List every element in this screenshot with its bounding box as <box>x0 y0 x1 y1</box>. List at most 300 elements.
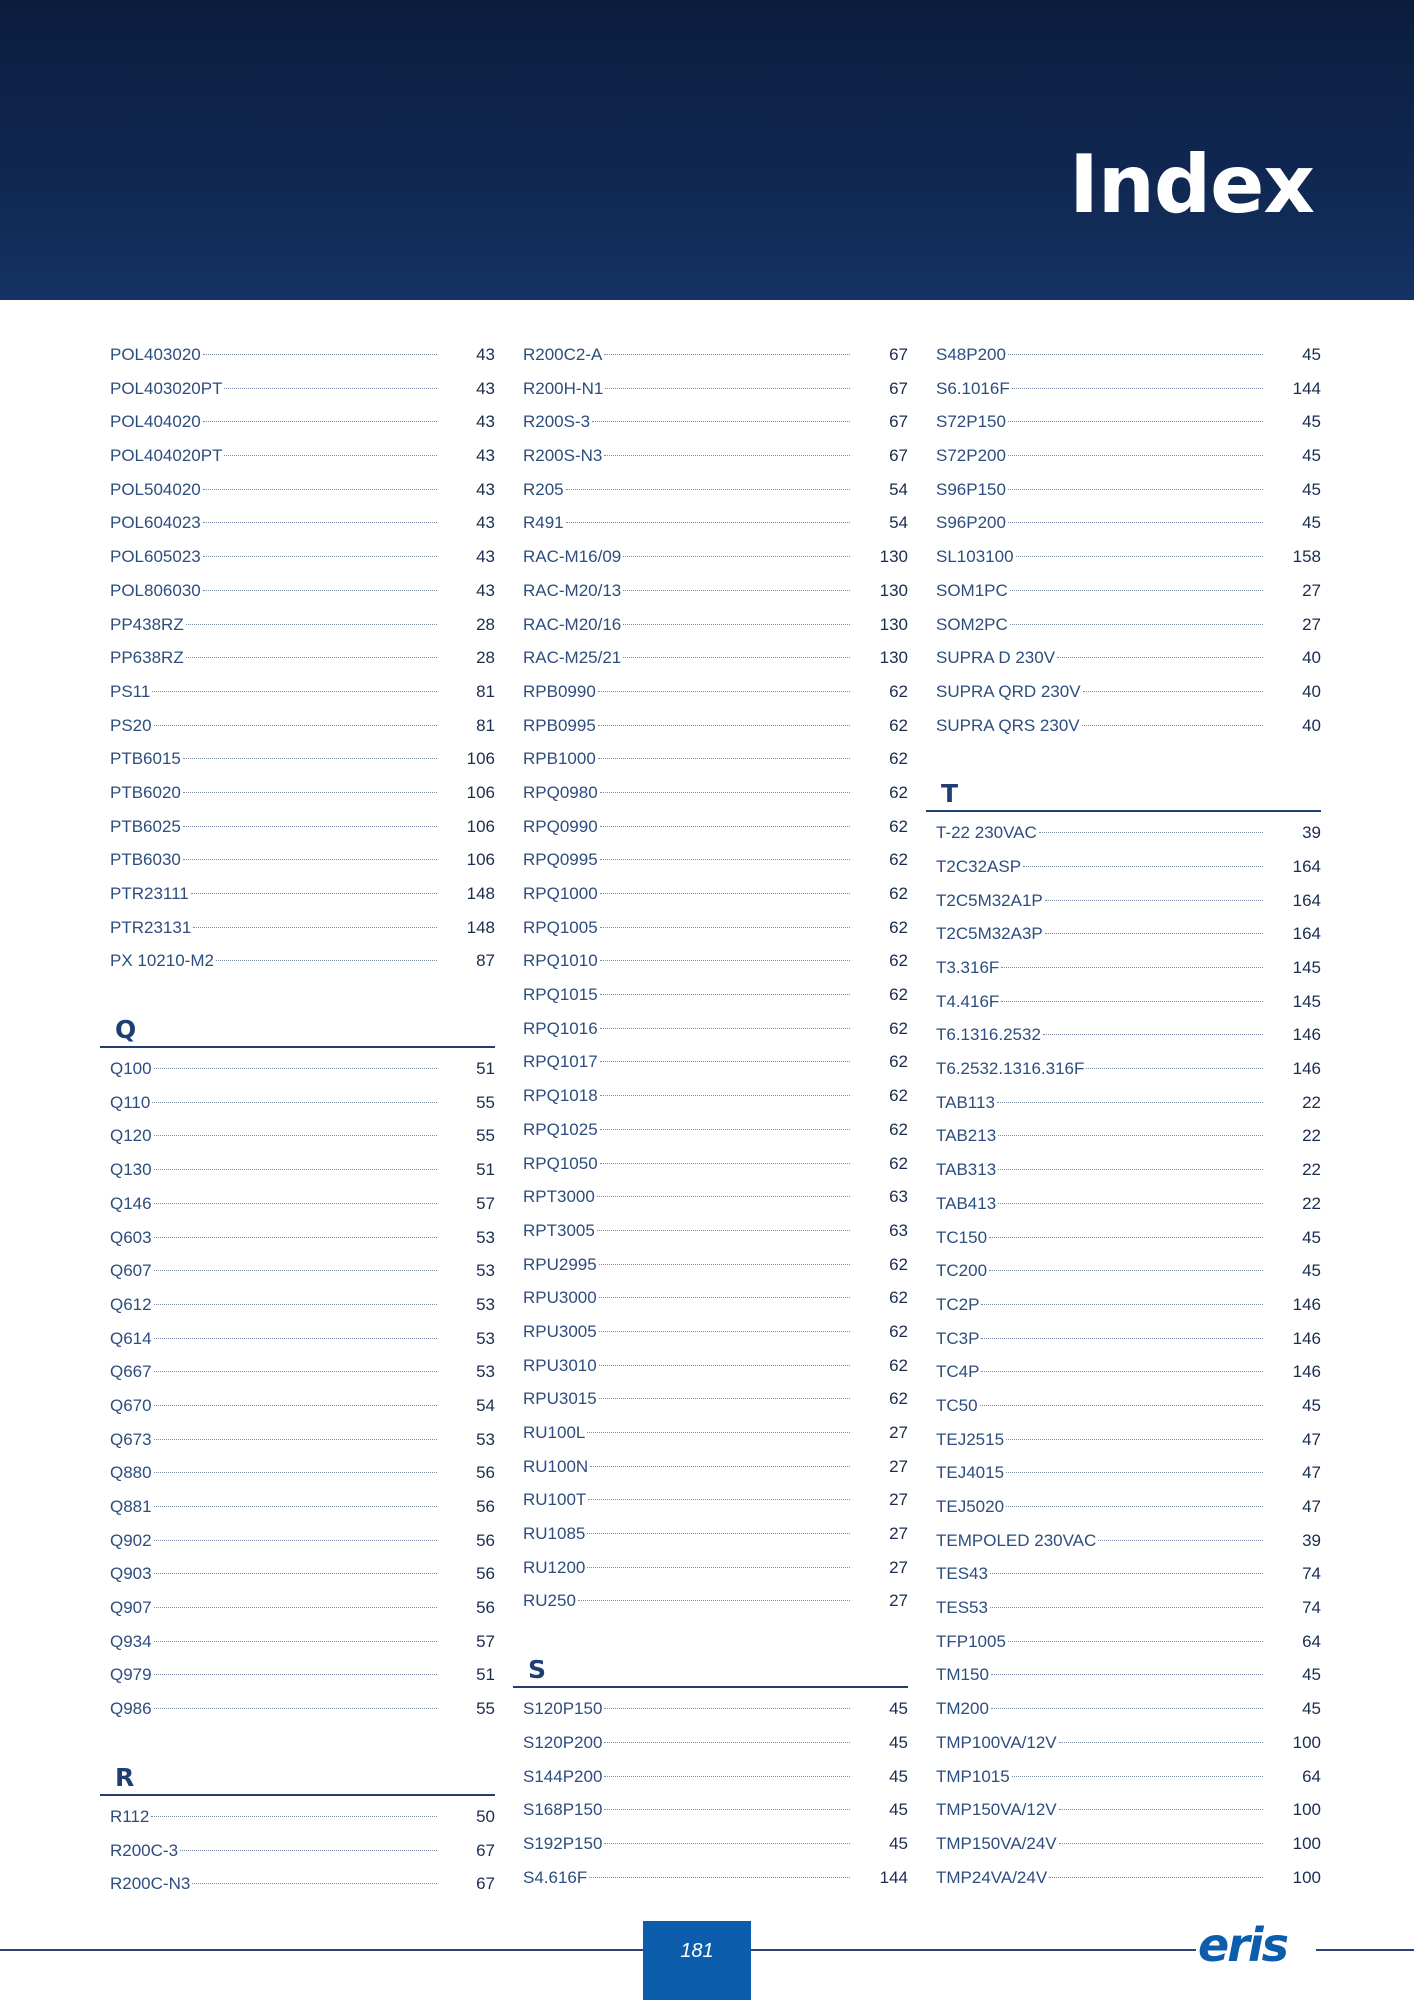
entry-code: RPU3015 <box>523 1389 597 1409</box>
entry-code: PTB6015 <box>110 749 181 769</box>
entry-page-number: 22 <box>1302 1160 1321 1180</box>
dot-leader <box>623 624 850 625</box>
dot-leader <box>989 1237 1263 1238</box>
entry-page-number: 164 <box>1292 924 1321 944</box>
entry-code: S96P200 <box>936 513 1006 533</box>
entry-code: POL504020 <box>110 479 201 499</box>
entry-page-number: 146 <box>1292 1328 1321 1348</box>
dot-leader <box>1010 590 1263 591</box>
entry-code: TC4P <box>936 1362 980 1382</box>
entry-code: TC50 <box>936 1395 978 1415</box>
section-rule <box>100 1046 495 1048</box>
entry-code: PS20 <box>110 715 152 735</box>
index-column-3 <box>936 338 1321 1894</box>
index-entry <box>936 540 1321 574</box>
dot-leader <box>600 1129 850 1130</box>
index-entry <box>110 1591 495 1625</box>
index-entry <box>523 810 908 844</box>
index-entry <box>523 338 908 372</box>
entry-page-number: 45 <box>1302 479 1321 499</box>
entry-code: RPQ1005 <box>523 917 598 937</box>
index-entry <box>523 1450 908 1484</box>
dot-leader <box>1008 354 1263 355</box>
entry-page-number: 106 <box>466 749 495 769</box>
index-entry <box>523 1012 908 1046</box>
entry-page-number: 100 <box>1292 1800 1321 1820</box>
entry-page-number: 67 <box>476 1874 495 1894</box>
entry-page-number: 62 <box>889 749 908 769</box>
index-entry <box>110 1834 495 1868</box>
entry-code: PP638RZ <box>110 648 184 668</box>
dot-leader <box>1006 1472 1263 1473</box>
entry-page-number: 57 <box>476 1631 495 1651</box>
dot-leader <box>990 1607 1263 1608</box>
entry-code: RPQ1000 <box>523 884 598 903</box>
index-entry <box>110 1524 495 1558</box>
dot-leader <box>154 1237 437 1238</box>
dot-leader <box>216 960 437 961</box>
entry-code: S72P150 <box>936 412 1006 432</box>
entry-code: Q934 <box>110 1631 152 1651</box>
dot-leader <box>566 522 850 523</box>
dot-leader <box>191 893 437 894</box>
page-number: 181 <box>680 1940 714 1962</box>
entry-code: S168P150 <box>523 1800 603 1820</box>
entry-code: RPQ0995 <box>523 850 598 870</box>
entry-page-number: 56 <box>476 1497 495 1516</box>
entry-page-number: 100 <box>1292 1867 1321 1887</box>
index-entry <box>523 1214 908 1248</box>
dot-leader <box>1086 1068 1263 1069</box>
entry-page-number: 45 <box>889 1699 908 1719</box>
entry-code: RU250 <box>523 1591 576 1611</box>
dot-leader <box>183 758 437 759</box>
entry-page-number: 148 <box>466 884 495 903</box>
dot-leader <box>1006 1439 1263 1440</box>
entry-code: T3.316F <box>936 958 1000 977</box>
index-entry <box>523 1248 908 1282</box>
index-entry <box>523 776 908 810</box>
page-header <box>0 0 1414 300</box>
index-entry <box>936 1625 1321 1659</box>
entry-code: RAC-M20/16 <box>523 614 622 634</box>
section-rule <box>100 1794 495 1796</box>
entry-page-number: 43 <box>476 378 495 398</box>
entry-code: S96P150 <box>936 479 1006 499</box>
entry-code: S120P200 <box>523 1732 603 1752</box>
entry-page-number: 62 <box>889 917 908 937</box>
dot-leader <box>599 1331 850 1332</box>
index-entry <box>936 1187 1321 1221</box>
dot-leader <box>1083 691 1263 692</box>
index-entry <box>523 641 908 675</box>
entry-code: Q979 <box>110 1665 152 1685</box>
dot-leader <box>154 1506 437 1507</box>
dot-leader <box>154 1371 437 1372</box>
entry-code: R200S-3 <box>523 412 591 432</box>
dot-leader <box>180 1850 437 1851</box>
index-entry <box>936 1793 1321 1827</box>
entry-code: RPQ1025 <box>523 1119 598 1139</box>
index-entry <box>523 1147 908 1181</box>
dot-leader <box>578 1600 850 1601</box>
entry-page-number: 67 <box>476 1840 495 1860</box>
entry-code: RU100L <box>523 1423 586 1442</box>
dot-leader <box>1008 455 1263 456</box>
index-entry <box>523 1315 908 1349</box>
entry-code: RAC-M25/21 <box>523 648 622 668</box>
dot-leader <box>991 1708 1263 1709</box>
entry-code: RPB0990 <box>523 681 596 701</box>
entry-page-number: 27 <box>889 1557 908 1577</box>
entry-page-number: 43 <box>476 513 495 533</box>
index-entry <box>110 473 495 507</box>
entry-page-number: 158 <box>1292 547 1321 567</box>
entry-page-number: 43 <box>476 479 495 499</box>
entry-page-number: 28 <box>476 614 495 634</box>
section-rule <box>513 1686 908 1688</box>
entry-code: PTB6030 <box>110 850 181 870</box>
entry-page-number: 146 <box>1292 1025 1321 1045</box>
entry-page-number: 50 <box>476 1806 495 1826</box>
index-entry <box>110 776 495 810</box>
index-entry <box>936 1726 1321 1760</box>
entry-page-number: 62 <box>889 1254 908 1274</box>
index-entry <box>110 1867 495 1901</box>
entry-code: SUPRA QRS 230V <box>936 715 1080 735</box>
entry-page-number: 62 <box>889 850 908 870</box>
entry-code: Q130 <box>110 1160 152 1180</box>
entry-code: Q146 <box>110 1193 152 1213</box>
entry-code: T2C32ASP <box>936 856 1022 876</box>
entry-page-number: 47 <box>1302 1463 1321 1483</box>
entry-code: PTB6025 <box>110 816 181 836</box>
entry-code: T2C5M32A1P <box>936 890 1043 910</box>
entry-code: T2C5M32A3P <box>936 924 1043 944</box>
index-entry <box>936 1861 1321 1895</box>
entry-code: TAB413 <box>936 1193 997 1213</box>
dot-leader <box>590 1466 850 1467</box>
index-entry <box>523 1113 908 1147</box>
entry-code: TES43 <box>936 1564 988 1584</box>
index-entry <box>523 1281 908 1315</box>
entry-page-number: 100 <box>1292 1732 1321 1752</box>
index-entry <box>110 540 495 574</box>
entry-code: POL605023 <box>110 547 201 567</box>
index-entry <box>936 473 1321 507</box>
entry-code: R200C-N3 <box>110 1874 191 1894</box>
dot-leader <box>600 859 850 860</box>
entry-code: TMP100VA/12V <box>936 1732 1057 1752</box>
index-entry <box>936 884 1321 918</box>
dot-leader <box>1098 1540 1263 1541</box>
dot-leader <box>154 1068 437 1069</box>
entry-page-number: 145 <box>1292 958 1321 977</box>
index-entry <box>936 1658 1321 1692</box>
entry-page-number: 62 <box>889 1086 908 1106</box>
dot-leader <box>154 1472 437 1473</box>
index-entry <box>110 1052 495 1086</box>
entry-page-number: 45 <box>1302 1261 1321 1281</box>
entry-page-number: 22 <box>1302 1193 1321 1213</box>
entry-code: R200S-N3 <box>523 446 603 466</box>
index-entry <box>936 1456 1321 1490</box>
entry-page-number: 130 <box>879 580 908 600</box>
dot-leader <box>1045 900 1263 901</box>
index-entry <box>110 372 495 406</box>
index-entry <box>523 1861 908 1895</box>
index-entry <box>110 1625 495 1659</box>
index-entry <box>936 574 1321 608</box>
entry-code: R200C2-A <box>523 345 603 364</box>
dot-leader <box>154 1708 437 1709</box>
dot-leader <box>599 1365 850 1366</box>
index-entry <box>936 850 1321 884</box>
entry-page-number: 45 <box>889 1800 908 1820</box>
index-entry <box>936 709 1321 743</box>
index-entry <box>936 1355 1321 1389</box>
dot-leader <box>224 388 437 389</box>
index-entry <box>110 1456 495 1490</box>
entry-code: Q986 <box>110 1699 152 1719</box>
entry-page-number: 54 <box>889 479 908 499</box>
section-heading <box>936 758 1321 812</box>
dot-leader <box>587 1567 850 1568</box>
index-entry <box>936 1288 1321 1322</box>
entry-page-number: 51 <box>476 1665 495 1685</box>
dot-leader <box>587 1432 850 1433</box>
entry-code: TM150 <box>936 1665 989 1685</box>
entry-code: RPQ1016 <box>523 1018 598 1038</box>
entry-page-number: 146 <box>1292 1294 1321 1314</box>
index-entry <box>110 439 495 473</box>
index-entry <box>110 877 495 911</box>
entry-page-number: 74 <box>1302 1598 1321 1618</box>
entry-page-number: 22 <box>1302 1092 1321 1112</box>
entry-code: Q100 <box>110 1059 152 1079</box>
entry-code: S4.616F <box>523 1867 588 1887</box>
dot-leader <box>981 1304 1263 1305</box>
index-column-2 <box>523 338 908 1894</box>
index-entry <box>110 1119 495 1153</box>
dot-leader <box>203 489 437 490</box>
entry-page-number: 81 <box>476 715 495 735</box>
dot-leader <box>1043 1034 1263 1035</box>
dot-leader <box>600 1095 850 1096</box>
index-entry <box>936 816 1321 850</box>
dot-leader <box>990 1573 1263 1574</box>
entry-code: Q670 <box>110 1395 152 1415</box>
entry-page-number: 45 <box>1302 1699 1321 1719</box>
dot-leader <box>980 1405 1263 1406</box>
index-entry <box>523 1349 908 1383</box>
dot-leader <box>224 455 437 456</box>
entry-page-number: 40 <box>1302 648 1321 668</box>
dot-leader <box>600 1028 850 1029</box>
index-entry <box>936 1692 1321 1726</box>
index-entry <box>110 1254 495 1288</box>
entry-page-number: 62 <box>889 1018 908 1038</box>
index-entry <box>110 1355 495 1389</box>
entry-page-number: 27 <box>1302 614 1321 634</box>
entry-page-number: 56 <box>476 1564 495 1584</box>
dot-leader <box>597 1196 850 1197</box>
entry-page-number: 45 <box>1302 345 1321 364</box>
index-entry <box>523 1760 908 1794</box>
index-entry <box>110 506 495 540</box>
entry-page-number: 146 <box>1292 1362 1321 1382</box>
dot-leader <box>154 1439 437 1440</box>
entry-code: TEJ2515 <box>936 1429 1005 1449</box>
entry-page-number: 62 <box>889 715 908 735</box>
entry-code: TEMPOLED 230VAC <box>936 1530 1097 1550</box>
entry-code: TMP150VA/12V <box>936 1800 1057 1820</box>
dot-leader <box>203 421 437 422</box>
index-entry <box>936 439 1321 473</box>
entry-page-number: 53 <box>476 1328 495 1348</box>
index-entry <box>110 810 495 844</box>
section-letter: R <box>115 1762 135 1792</box>
index-entry <box>110 1800 495 1834</box>
dot-leader <box>1059 1809 1263 1810</box>
entry-code: T6.2532.1316.316F <box>936 1059 1085 1079</box>
index-entry <box>936 1221 1321 1255</box>
dot-leader <box>186 624 437 625</box>
entry-page-number: 64 <box>1302 1631 1321 1651</box>
entry-page-number: 43 <box>476 446 495 466</box>
entry-code: RPQ1017 <box>523 1052 598 1072</box>
index-entry <box>523 439 908 473</box>
index-entry <box>523 1726 908 1760</box>
index-entry <box>936 1052 1321 1086</box>
entry-code: TES53 <box>936 1598 988 1618</box>
entry-page-number: 106 <box>466 850 495 870</box>
entry-page-number: 28 <box>476 648 495 668</box>
dot-leader <box>600 1163 850 1164</box>
entry-code: POL403020 <box>110 345 201 364</box>
entry-code: T4.416F <box>936 991 1000 1011</box>
entry-page-number: 62 <box>889 1288 908 1308</box>
index-entry <box>936 1827 1321 1861</box>
index-entry <box>936 1322 1321 1356</box>
entry-page-number: 67 <box>889 446 908 466</box>
entry-code: PP438RZ <box>110 614 184 634</box>
dot-leader <box>154 1135 437 1136</box>
dot-leader <box>154 1641 437 1642</box>
entry-code: RPQ0980 <box>523 782 598 802</box>
index-column-1 <box>110 338 495 1901</box>
entry-code: RAC-M20/13 <box>523 580 622 600</box>
dot-leader <box>154 1405 437 1406</box>
dot-leader <box>154 1338 437 1339</box>
entry-code: RPU3000 <box>523 1288 597 1308</box>
index-entry <box>936 1086 1321 1120</box>
dot-leader <box>589 1877 850 1878</box>
entry-code: RPT3005 <box>523 1220 595 1240</box>
dot-leader <box>604 1742 850 1743</box>
entry-code: Q881 <box>110 1497 152 1516</box>
entry-page-number: 53 <box>476 1362 495 1382</box>
index-entry <box>110 1221 495 1255</box>
index-entry <box>110 1389 495 1423</box>
index-entry <box>523 608 908 642</box>
entry-page-number: 45 <box>889 1833 908 1853</box>
index-entry <box>523 709 908 743</box>
index-entry <box>523 843 908 877</box>
index-entry <box>110 742 495 776</box>
entry-page-number: 55 <box>476 1126 495 1146</box>
entry-code: RPQ1010 <box>523 951 598 971</box>
entry-page-number: 27 <box>1302 580 1321 600</box>
section-letter: S <box>528 1655 547 1685</box>
entry-page-number: 39 <box>1302 823 1321 843</box>
section-letter: T <box>941 779 959 809</box>
entry-page-number: 62 <box>889 1321 908 1341</box>
entry-page-number: 64 <box>1302 1766 1321 1786</box>
entry-page-number: 62 <box>889 951 908 971</box>
dot-leader <box>600 792 850 793</box>
index-entry <box>936 917 1321 951</box>
index-entry <box>936 405 1321 439</box>
dot-leader <box>604 1843 850 1844</box>
entry-code: TC3P <box>936 1328 980 1348</box>
index-entry <box>110 843 495 877</box>
index-entry <box>110 911 495 945</box>
entry-page-number: 57 <box>476 1193 495 1213</box>
entry-page-number: 130 <box>879 648 908 668</box>
entry-code: RU100T <box>523 1490 587 1510</box>
entry-code: TEJ4015 <box>936 1463 1005 1483</box>
entry-code: SUPRA QRD 230V <box>936 681 1081 701</box>
index-entry <box>523 1793 908 1827</box>
entry-code: PTR23111 <box>110 884 189 903</box>
dot-leader <box>997 1102 1263 1103</box>
entry-code: RPQ1050 <box>523 1153 598 1173</box>
entry-code: POL403020PT <box>110 378 223 398</box>
entry-page-number: 67 <box>889 345 908 364</box>
entry-page-number: 53 <box>476 1227 495 1247</box>
entry-code: Q903 <box>110 1564 152 1584</box>
entry-code: POL404020 <box>110 412 201 432</box>
entry-page-number: 146 <box>1292 1059 1321 1079</box>
dot-leader <box>981 1371 1263 1372</box>
entry-page-number: 62 <box>889 1052 908 1072</box>
entry-code: R205 <box>523 479 564 499</box>
dot-leader <box>193 927 437 928</box>
entry-code: Q902 <box>110 1530 152 1550</box>
index-entry <box>523 1045 908 1079</box>
entry-page-number: 67 <box>889 378 908 398</box>
index-entry <box>936 1254 1321 1288</box>
entry-page-number: 144 <box>879 1867 908 1887</box>
entry-page-number: 27 <box>889 1591 908 1611</box>
entry-page-number: 45 <box>1302 1227 1321 1247</box>
dot-leader <box>598 691 850 692</box>
index-entry <box>523 1551 908 1585</box>
index-entry <box>523 574 908 608</box>
entry-page-number: 62 <box>889 782 908 802</box>
dot-leader <box>991 1674 1263 1675</box>
index-entry <box>110 709 495 743</box>
dot-leader <box>154 1304 437 1305</box>
entry-code: RPQ1015 <box>523 985 598 1005</box>
entry-page-number: 27 <box>889 1423 908 1442</box>
entry-code: S192P150 <box>523 1833 603 1853</box>
entry-page-number: 43 <box>476 345 495 364</box>
index-entry <box>110 1086 495 1120</box>
dot-leader <box>623 556 850 557</box>
dot-leader <box>598 758 850 759</box>
